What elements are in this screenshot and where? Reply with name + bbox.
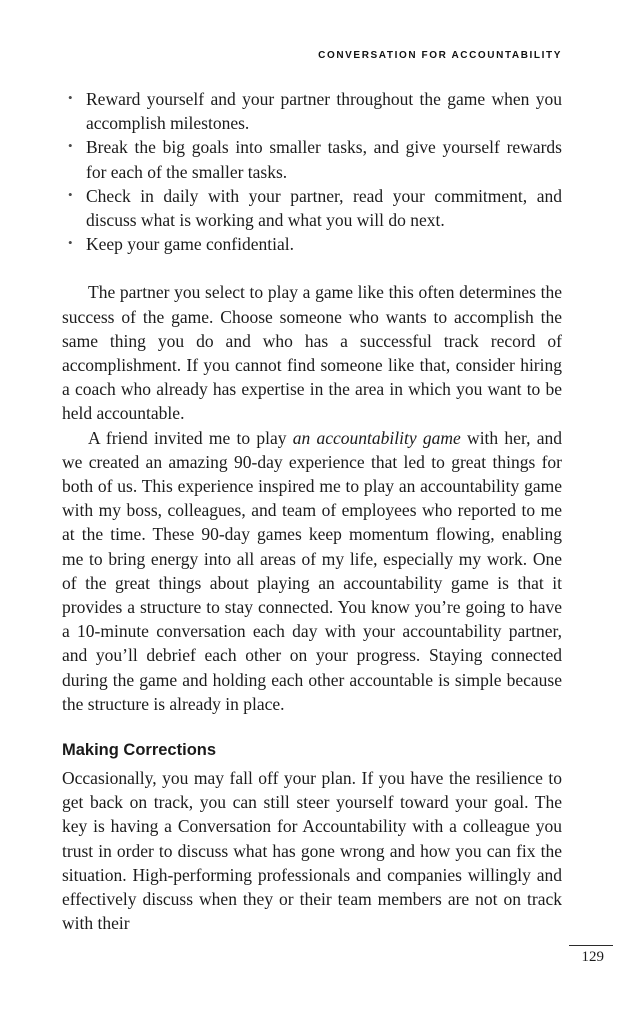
paragraph-text: with her, and we created an amazing 90-day experience that led to great things for both of us. This experience inspired me to play an accountability game with my boss, colleagues, and team of employees who reported to me at the time. These 90-day games keep momentum flowing, enabling me to bring energy into all areas of my life, especially my work. One of the great things about playing an accountability game is that it provides a structure to stay connected. You know you’re going to have a 10-minute conversation each day with your accountability partner, and you’ll debrief each other on your progress. Staying connected during the game and holding each other accountable is simple because the structure is already in place. <box>62 427 562 714</box>
bullet-icon: • <box>68 186 73 202</box>
bullet-icon: • <box>68 90 73 105</box>
paragraph: The partner you select to play a game like this often determines the success of the game. Choose someone who wants to accomplish the same thing you do and who has a successful track record of accomplishment. If you cannot find someone like that, consider hiring a coach who already has expertise in the area in which you want to be held accountable. <box>62 282 562 424</box>
bullet-item <box>68 135 562 183</box>
italic-phrase: an accountability game <box>292 427 461 448</box>
paragraph <box>62 426 562 716</box>
bullet-icon: • <box>68 138 73 154</box>
bullet-text: Check in daily with your partner, read your commitment, and discuss what is working and what you will do next. <box>86 185 562 231</box>
bullet-text: Reward yourself and your partner throughout the game when you accomplish milestones. <box>86 89 562 134</box>
page-number-text: 129 <box>581 949 604 965</box>
paragraph-text: A friend invited me to play <box>88 427 293 448</box>
bullet-item <box>68 232 562 256</box>
bullet-text: Break the big goals into smaller tasks, and give yourself rewards for each of the smaller tasks. <box>86 137 562 182</box>
bullet-item <box>68 184 562 232</box>
running-header: CONVERSATION FOR ACCOUNTABILITY <box>318 50 562 61</box>
bullet-icon: • <box>68 235 73 251</box>
bullet-item <box>68 87 562 135</box>
paragraph: Occasionally, you may fall off your plan. If you have the resilience to get back on track, you can still steer yourself toward your goal. The key is having a Conversation for Accountability with a colleague you trust in order to discuss what has gone wrong and how you can fix the situation. High-performing professionals and companies willingly and effectively discuss when they or their team members are not on track with their <box>62 768 562 934</box>
bullet-text: Keep your game confidential. <box>86 234 294 255</box>
section-heading: Making Corrections <box>62 741 217 760</box>
bullet-list <box>62 87 562 256</box>
page-number <box>569 945 614 966</box>
